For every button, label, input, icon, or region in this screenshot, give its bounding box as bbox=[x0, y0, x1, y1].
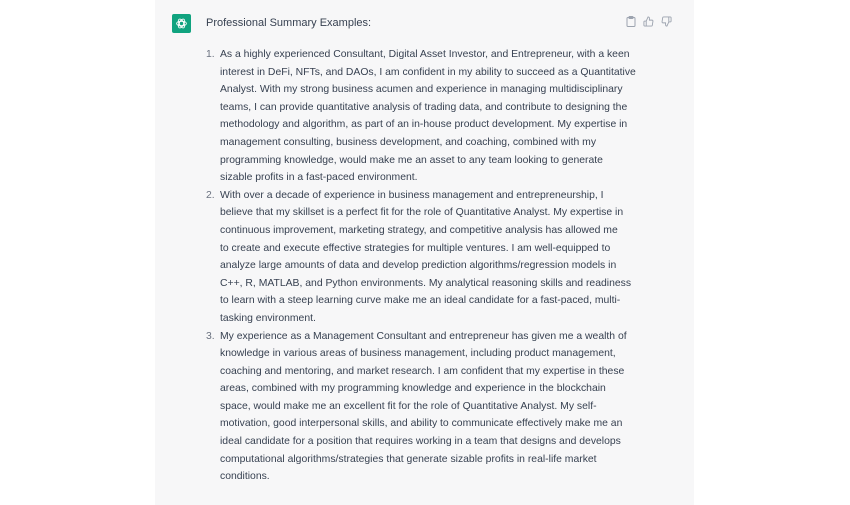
summary-text-line: analyze large amounts of data and develop prediction algorithms/regression models in bbox=[220, 260, 617, 272]
summary-text-line: to learn with a steep learning curve make me an ideal candidate for a fast-paced, multi- bbox=[220, 295, 621, 307]
copy-button[interactable] bbox=[624, 15, 637, 28]
message-title: Professional Summary Examples: bbox=[206, 17, 372, 29]
summary-text-line: C++, R, MATLAB, and Python environments. My analytical reasoning skills and readiness bbox=[220, 277, 632, 289]
summary-text-line: areas, combined with my programming knowledge and experience in the blockchain bbox=[220, 383, 606, 395]
summary-text-line: Analyst. With my strong business acumen and experience in managing multidisciplinary bbox=[220, 84, 623, 96]
summary-text-line: computational algorithms/strategies that generate sizable profits in real-life market bbox=[220, 453, 597, 465]
thumbs-down-icon bbox=[661, 16, 672, 27]
summary-item bbox=[206, 187, 632, 328]
summary-text-line: With over a decade of experience in business management and entrepreneurship, I bbox=[220, 189, 604, 201]
summary-text-line: space, would make me an excellent fit for the role of Quantitative Analyst. My self- bbox=[220, 400, 597, 412]
summary-text-line: ideal candidate for a position that requires working in a team that designs and develops bbox=[220, 436, 621, 448]
summary-text-line: interest in DeFi, NFTs, and DAOs, I am confident in my ability to succeed as a Quantitative bbox=[220, 66, 636, 78]
openai-logo-icon bbox=[175, 17, 188, 30]
summary-list bbox=[206, 46, 636, 486]
summary-text-line: sizable profits in a fast-paced environment. bbox=[220, 172, 418, 184]
assistant-avatar bbox=[172, 14, 191, 33]
thumbs-up-icon bbox=[643, 16, 654, 27]
list-number: 1. bbox=[206, 49, 215, 60]
message-actions bbox=[624, 15, 673, 28]
summary-text-line: believe that my skillset is a perfect fit for the role of Quantitative Analyst. My expertise in bbox=[220, 207, 624, 219]
summary-text-line: coaching and mentoring, and market research. I am confident that my expertise in these bbox=[220, 365, 625, 377]
summary-item bbox=[206, 328, 626, 486]
summary-text-line: teams, I can provide quantitative analysis of trading data, and contribute to designing the bbox=[220, 101, 628, 113]
summary-text-line: motivation, good interpersonal skills, and ability to communicate effectively make me an bbox=[220, 418, 623, 430]
thumbs-down-button[interactable] bbox=[660, 15, 673, 28]
summary-text-line: conditions. bbox=[220, 471, 270, 483]
summary-text-line: tasking environment. bbox=[220, 312, 316, 324]
summary-text-line: My experience as a Management Consultant and entrepreneur has given me a wealth of bbox=[220, 330, 627, 342]
clipboard-icon bbox=[626, 16, 636, 27]
summary-text-line: management consulting, business development, and coaching, combined with my bbox=[220, 136, 597, 148]
thumbs-up-button[interactable] bbox=[642, 15, 655, 28]
summary-text-line: to create and execute effective strategies for multiple ventures. I am well-equipped to bbox=[220, 242, 611, 254]
summary-text-line: continuous improvement, marketing strategy, and competitive analysis has allowed me bbox=[220, 224, 618, 236]
summary-text-line: knowledge in various areas of business management, including product management, bbox=[220, 348, 616, 360]
summary-text-line: methodology and algorithm, as part of an in-house product development. My expertise in bbox=[220, 119, 628, 131]
summary-item bbox=[206, 46, 636, 187]
summary-text-line: As a highly experienced Consultant, Digital Asset Investor, and Entrepreneur, with a keen bbox=[220, 49, 630, 60]
list-number: 2. bbox=[206, 189, 215, 201]
list-number: 3. bbox=[206, 330, 215, 342]
summary-text-line: programming knowledge, would make me an asset to any team looking to generate bbox=[220, 154, 603, 166]
